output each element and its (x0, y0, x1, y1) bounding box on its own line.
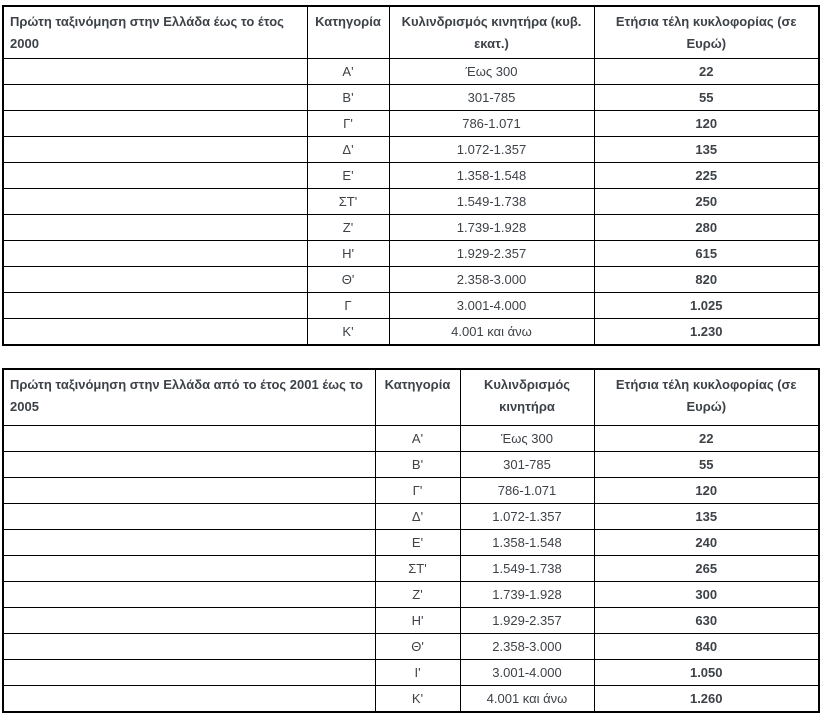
col-header-category: Κατηγορία (307, 6, 389, 59)
fee-cell: 300 (594, 582, 819, 608)
spacer-cell (3, 137, 307, 163)
spacer-cell (3, 608, 375, 634)
table-row (3, 189, 819, 215)
spacer-cell (3, 215, 307, 241)
table-row (3, 452, 819, 478)
displacement-cell: 786-1.071 (460, 478, 594, 504)
table-row (3, 267, 819, 293)
displacement-cell: 3.001-4.000 (460, 660, 594, 686)
spacer-cell (3, 189, 307, 215)
fee-cell: 840 (594, 634, 819, 660)
displacement-cell: 1.549-1.738 (460, 556, 594, 582)
table-row (3, 608, 819, 634)
table-row (3, 478, 819, 504)
fee-cell: 615 (594, 241, 819, 267)
table-title: Πρώτη ταξινόμηση στην Ελλάδα έως το έτος 2000 (3, 6, 307, 59)
header-row (3, 369, 819, 426)
category-cell: Η' (375, 608, 460, 634)
displacement-cell: 786-1.071 (389, 111, 594, 137)
table-row (3, 426, 819, 452)
table-row (3, 686, 819, 712)
fee-cell: 135 (594, 504, 819, 530)
category-cell: Γ' (307, 111, 389, 137)
category-cell: Α' (375, 426, 460, 452)
spacer-cell (3, 111, 307, 137)
fee-cell: 22 (594, 426, 819, 452)
fee-cell: 120 (594, 478, 819, 504)
col-header-displacement: Κυλινδρισμός κινητήρα (460, 369, 594, 426)
table-row (3, 634, 819, 660)
fee-cell: 280 (594, 215, 819, 241)
table-row (3, 582, 819, 608)
road-tax-table-2001-2005 (2, 368, 820, 713)
displacement-cell: 1.358-1.548 (389, 163, 594, 189)
displacement-cell: 1.739-1.928 (389, 215, 594, 241)
category-cell: Η' (307, 241, 389, 267)
spacer-cell (3, 686, 375, 712)
displacement-cell: 1.929-2.357 (460, 608, 594, 634)
spacer-cell (3, 634, 375, 660)
displacement-cell: 2.358-3.000 (389, 267, 594, 293)
fee-cell: 225 (594, 163, 819, 189)
category-cell: Β' (375, 452, 460, 478)
table-title: Πρώτη ταξινόμηση στην Ελλάδα από το έτος 2001 έως το 2005 (3, 369, 375, 426)
table-row (3, 556, 819, 582)
category-cell: Ι' (375, 660, 460, 686)
spacer-cell (3, 163, 307, 189)
fee-cell: 1.050 (594, 660, 819, 686)
spacer-cell (3, 452, 375, 478)
displacement-cell: 4.001 και άνω (389, 319, 594, 345)
category-cell: Ζ' (307, 215, 389, 241)
table-row (3, 85, 819, 111)
spacer-cell (3, 660, 375, 686)
table-row (3, 111, 819, 137)
category-cell: Ζ' (375, 582, 460, 608)
category-cell: Θ' (375, 634, 460, 660)
spacer-cell (3, 59, 307, 85)
fee-cell: 22 (594, 59, 819, 85)
displacement-cell: 1.072-1.357 (460, 504, 594, 530)
road-tax-table-until-2000 (2, 5, 820, 346)
col-header-fee: Ετήσια τέλη κυκλοφορίας (σε Ευρώ) (594, 6, 819, 59)
category-cell: Δ' (307, 137, 389, 163)
displacement-cell: 4.001 και άνω (460, 686, 594, 712)
displacement-cell: 1.739-1.928 (460, 582, 594, 608)
spacer-cell (3, 293, 307, 319)
fee-cell: 240 (594, 530, 819, 556)
spacer-cell (3, 556, 375, 582)
table-row (3, 163, 819, 189)
fee-cell: 135 (594, 137, 819, 163)
category-cell: ΣΤ' (375, 556, 460, 582)
col-header-fee: Ετήσια τέλη κυκλοφορίας (σε Ευρώ) (594, 369, 819, 426)
spacer-cell (3, 582, 375, 608)
spacer-cell (3, 85, 307, 111)
fee-cell: 630 (594, 608, 819, 634)
displacement-cell: 301-785 (389, 85, 594, 111)
category-cell: ΣΤ' (307, 189, 389, 215)
spacer-cell (3, 241, 307, 267)
table-row (3, 319, 819, 345)
spacer-cell (3, 478, 375, 504)
category-cell: Ε' (307, 163, 389, 189)
fee-cell: 1.260 (594, 686, 819, 712)
table-gap (2, 346, 820, 368)
displacement-cell: 1.358-1.548 (460, 530, 594, 556)
header-row (3, 6, 819, 59)
table-row (3, 504, 819, 530)
col-header-category: Κατηγορία (375, 369, 460, 426)
category-cell: Β' (307, 85, 389, 111)
category-cell: Δ' (375, 504, 460, 530)
spacer-cell (3, 426, 375, 452)
category-cell: Κ' (375, 686, 460, 712)
spacer-cell (3, 530, 375, 556)
displacement-cell: 2.358-3.000 (460, 634, 594, 660)
displacement-cell: 1.929-2.357 (389, 241, 594, 267)
table-row (3, 293, 819, 319)
fee-cell: 120 (594, 111, 819, 137)
fee-cell: 55 (594, 85, 819, 111)
displacement-cell: Έως 300 (389, 59, 594, 85)
spacer-cell (3, 504, 375, 530)
spacer-cell (3, 267, 307, 293)
fee-cell: 265 (594, 556, 819, 582)
fee-cell: 820 (594, 267, 819, 293)
category-cell: Κ' (307, 319, 389, 345)
table-row (3, 59, 819, 85)
category-cell: Γ (307, 293, 389, 319)
fee-cell: 1.230 (594, 319, 819, 345)
displacement-cell: 3.001-4.000 (389, 293, 594, 319)
displacement-cell: 1.072-1.357 (389, 137, 594, 163)
fee-cell: 1.025 (594, 293, 819, 319)
displacement-cell: 1.549-1.738 (389, 189, 594, 215)
category-cell: Γ' (375, 478, 460, 504)
displacement-cell: 301-785 (460, 452, 594, 478)
spacer-cell (3, 319, 307, 345)
category-cell: Ε' (375, 530, 460, 556)
fee-cell: 55 (594, 452, 819, 478)
col-header-displacement: Κυλινδρισμός κινητήρα (κυβ. εκατ.) (389, 6, 594, 59)
table-row (3, 530, 819, 556)
table-row (3, 241, 819, 267)
table-row (3, 660, 819, 686)
displacement-cell: Έως 300 (460, 426, 594, 452)
fee-cell: 250 (594, 189, 819, 215)
table-row (3, 215, 819, 241)
table-row (3, 137, 819, 163)
category-cell: Θ' (307, 267, 389, 293)
category-cell: Α' (307, 59, 389, 85)
